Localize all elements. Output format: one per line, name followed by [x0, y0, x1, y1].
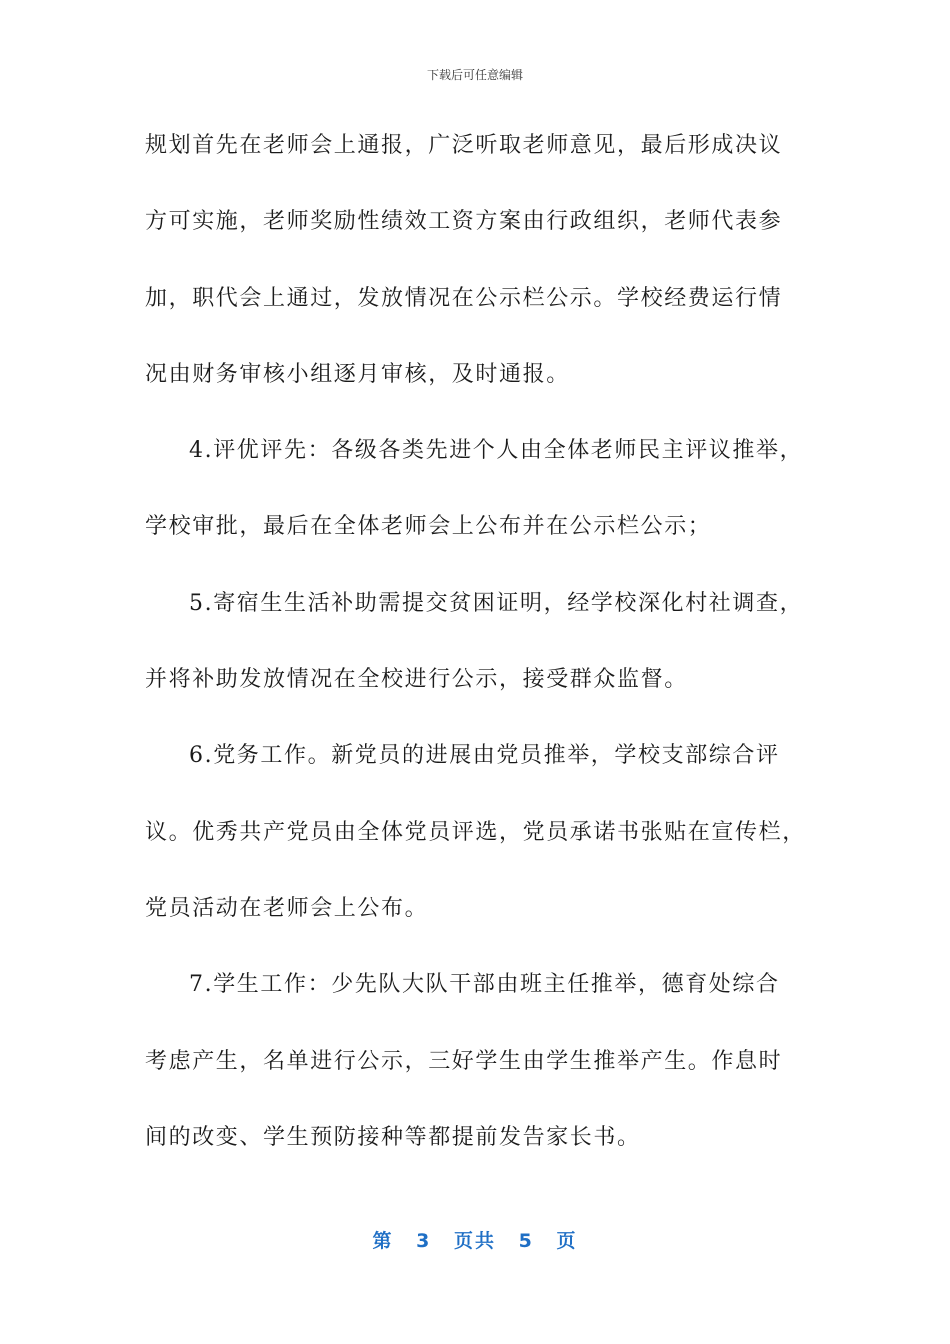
- text-line: 规划首先在老师会上通报，广泛听取老师意见，最后形成决议: [145, 133, 783, 158]
- paragraph-start-line: 5.寄宿生生活补助需提交贫困证明，经学校深化村社调查，: [189, 590, 804, 616]
- text-line: 间的改变、学生预防接种等都提前发告家长书。: [145, 1124, 641, 1150]
- text-line: 况由财务审核小组逐月审核，及时通报。: [145, 361, 570, 387]
- document-body: [145, 128, 810, 1196]
- page-number-footer: 第 3 页共 5 页: [372, 1230, 578, 1252]
- page-header: 下载后可任意编辑: [426, 68, 523, 82]
- text-line: 并将补助发放情况在全校进行公示，接受群众监督。: [145, 667, 688, 693]
- text-line: 考虑产生，名单进行公示，三好学生由学生推举产生。作息时: [145, 1048, 783, 1074]
- text-line: 党员活动在老师会上公布。: [145, 895, 429, 921]
- text-line: 方可实施，老师奖励性绩效工资方案由行政组织，老师代表参: [145, 209, 783, 235]
- text-line: 加，职代会上通过，发放情况在公示栏公示。学校经费运行情: [145, 285, 783, 311]
- text-line: 学校审批，最后在全体老师会上公布并在公示栏公示；: [145, 514, 712, 540]
- paragraph-start-line: 6.党务工作。新党员的进展由党员推举，学校支部综合评: [189, 743, 780, 769]
- paragraph-start-line: 7.学生工作：少先队大队干部由班主任推举，德育处综合: [189, 972, 780, 998]
- paragraph-start-line: 4.评优评先：各级各类先进个人由全体老师民主评议推举，: [189, 438, 804, 464]
- text-line: 议。优秀共产党员由全体党员评选，党员承诺书张贴在宣传栏，: [145, 819, 806, 845]
